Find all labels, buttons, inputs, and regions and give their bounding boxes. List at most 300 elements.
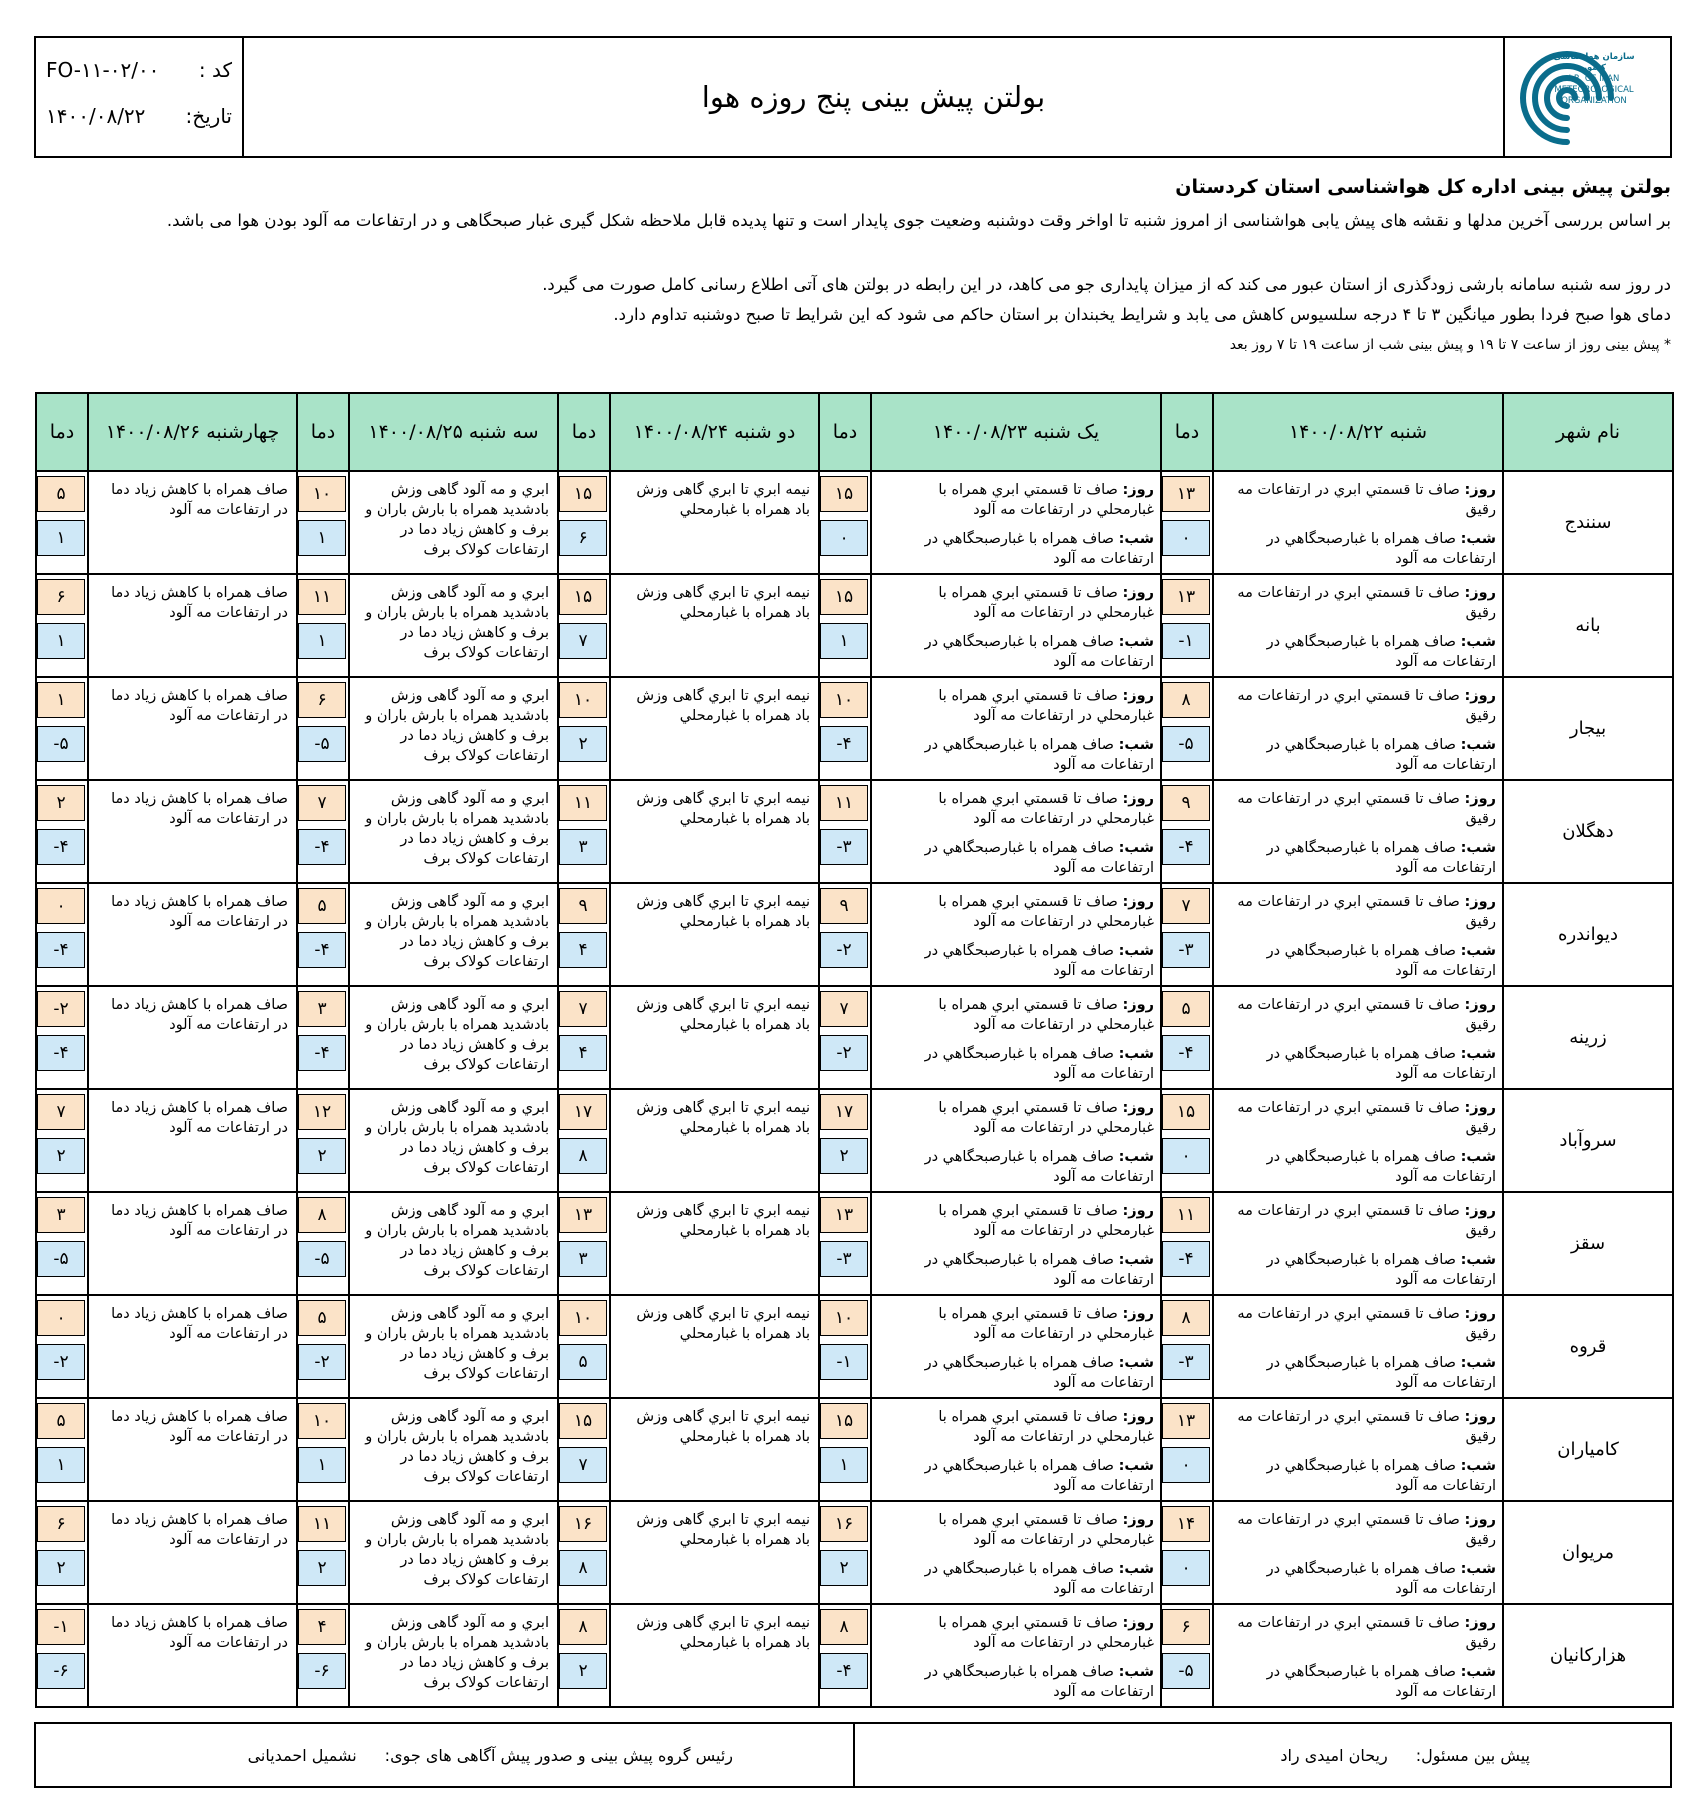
temp-cell xyxy=(558,1501,610,1604)
forecast-cell xyxy=(88,986,297,1089)
max-temp: ۱۳ xyxy=(1162,476,1210,512)
forecast-cell xyxy=(1213,1295,1503,1398)
forecast-cell xyxy=(871,1192,1161,1295)
max-temp: ۱۱ xyxy=(298,1506,346,1542)
forecast-cell xyxy=(610,1398,819,1501)
table-row xyxy=(36,1604,1673,1707)
forecast-text: نيمه ابري تا ابري گاهی وزش باد همراه با غبارمحلي xyxy=(636,482,810,518)
forecast-cell xyxy=(349,986,558,1089)
max-temp: ۳ xyxy=(37,1197,85,1233)
max-temp: ۵ xyxy=(1162,991,1210,1027)
forecast-cell xyxy=(1213,1089,1503,1192)
temp-cell xyxy=(819,471,871,574)
temp-cell xyxy=(1161,1295,1213,1398)
city-name: بانه xyxy=(1503,574,1673,677)
max-temp: ۹ xyxy=(1162,785,1210,821)
min-temp: ۴- xyxy=(1162,829,1210,865)
forecast-cell xyxy=(88,677,297,780)
max-temp: ۱۰ xyxy=(820,682,868,718)
day-label: روز: xyxy=(1464,894,1496,910)
city-name: بیجار xyxy=(1503,677,1673,780)
forecast-text: صاف همراه با کاهش زیاد دما در ارتفاعات مه آلود xyxy=(111,997,288,1033)
temp-cell xyxy=(1161,677,1213,780)
max-temp: ۱۰ xyxy=(559,1300,607,1336)
max-temp: ۱۰ xyxy=(820,1300,868,1336)
forecast-cell xyxy=(610,1604,819,1707)
max-temp: ۱- xyxy=(37,1609,85,1645)
city-name: دیواندره xyxy=(1503,883,1673,986)
temp-cell xyxy=(36,1501,88,1604)
code-row xyxy=(46,50,232,90)
temp-cell xyxy=(297,1604,349,1707)
temp-cell xyxy=(819,677,871,780)
forecast-text: صاف همراه با کاهش زیاد دما در ارتفاعات مه آلود xyxy=(111,585,288,621)
forecast-cell xyxy=(871,1604,1161,1707)
temp-header: دما xyxy=(558,393,610,471)
temp-cell xyxy=(36,780,88,883)
max-temp: ۱۳ xyxy=(820,1197,868,1233)
night-forecast: صاف همراه با غبارصبحگاهي در ارتفاعات مه آلود xyxy=(924,1561,1154,1597)
forecast-text: نيمه ابري تا ابري گاهی وزش باد همراه با غبارمحلي xyxy=(636,894,810,930)
max-temp: ۱۱ xyxy=(1162,1197,1210,1233)
temp-cell xyxy=(819,574,871,677)
forecast-cell xyxy=(871,986,1161,1089)
night-label: شب: xyxy=(1460,1664,1496,1680)
forecast-cell xyxy=(1213,1604,1503,1707)
forecast-cell xyxy=(88,780,297,883)
forecast-cell xyxy=(349,574,558,677)
forecast-text: نيمه ابري تا ابري گاهی وزش باد همراه با غبارمحلي xyxy=(636,1615,810,1651)
day-label: روز: xyxy=(1464,1100,1496,1116)
night-label: شب: xyxy=(1118,634,1154,650)
night-forecast: صاف همراه با غبارصبحگاهي در ارتفاعات مه آلود xyxy=(924,1149,1154,1185)
night-label: شب: xyxy=(1460,1046,1496,1062)
temp-cell xyxy=(819,1192,871,1295)
intro-section xyxy=(40,172,1671,360)
forecast-text: نيمه ابري تا ابري گاهی وزش باد همراه با غبارمحلي xyxy=(636,585,810,621)
temp-cell xyxy=(297,1295,349,1398)
temp-cell xyxy=(1161,1089,1213,1192)
bulletin-header xyxy=(34,36,1672,158)
min-temp: ۳ xyxy=(559,1241,607,1277)
night-label: شب: xyxy=(1118,531,1154,547)
table-row xyxy=(36,986,1673,1089)
day-header-2: یک شنبه ۱۴۰۰/۰۸/۲۳ xyxy=(871,393,1161,471)
temp-cell xyxy=(297,883,349,986)
max-temp: ۱۳ xyxy=(1162,1403,1210,1439)
max-temp: ۵ xyxy=(37,1403,85,1439)
min-temp: ۴- xyxy=(298,829,346,865)
city-name: کامیاران xyxy=(1503,1398,1673,1501)
temp-cell xyxy=(1161,1398,1213,1501)
intro-paragraph-2: در روز سه شنبه سامانه بارشی زودگذری از استان عبور می کند که از میزان پایداری جو می کاهد، در این رابطه در بولتن های آتی اطلاع رسانی کامل صورت می گیرد. xyxy=(542,275,1671,294)
forecast-cell xyxy=(1213,883,1503,986)
min-temp: ۴- xyxy=(37,932,85,968)
forecast-text: ابري و مه آلود گاهی وزش بادشدید همراه با بارش باران و برف و کاهش زیاد دما در ارتفاعات کولاک برف xyxy=(365,1100,549,1176)
night-forecast: صاف همراه با غبارصبحگاهي در ارتفاعات مه آلود xyxy=(1266,1252,1496,1288)
forecast-cell xyxy=(88,574,297,677)
forecast-text: نيمه ابري تا ابري گاهی وزش باد همراه با غبارمحلي xyxy=(636,688,810,724)
day-forecast: صاف تا قسمتي ابري در ارتفاعات مه رقيق xyxy=(1237,1203,1496,1239)
night-label: شب: xyxy=(1118,1046,1154,1062)
temp-cell xyxy=(36,1398,88,1501)
night-label: شب: xyxy=(1118,840,1154,856)
max-temp: ۱۰ xyxy=(298,476,346,512)
night-forecast: صاف همراه با غبارصبحگاهي در ارتفاعات مه آلود xyxy=(924,1252,1154,1288)
max-temp: ۱۱ xyxy=(298,579,346,615)
temp-cell xyxy=(558,1398,610,1501)
max-temp: ۵ xyxy=(298,1300,346,1336)
day-label: روز: xyxy=(1122,997,1154,1013)
night-forecast: صاف همراه با غبارصبحگاهي در ارتفاعات مه آلود xyxy=(924,943,1154,979)
day-label: روز: xyxy=(1464,997,1496,1013)
day-label: روز: xyxy=(1122,482,1154,498)
temp-cell xyxy=(819,780,871,883)
night-forecast: صاف همراه با غبارصبحگاهي در ارتفاعات مه آلود xyxy=(1266,1355,1496,1391)
night-label: شب: xyxy=(1118,737,1154,753)
min-temp: ۲ xyxy=(298,1550,346,1586)
forecast-cell xyxy=(871,574,1161,677)
night-forecast: صاف همراه با غبارصبحگاهي در ارتفاعات مه آلود xyxy=(924,531,1154,567)
night-forecast: صاف همراه با غبارصبحگاهي در ارتفاعات مه آلود xyxy=(924,840,1154,876)
min-temp: ۰ xyxy=(820,520,868,556)
table-header-row xyxy=(36,393,1673,471)
forecast-cell xyxy=(1213,986,1503,1089)
forecast-cell xyxy=(349,471,558,574)
forecast-table xyxy=(35,392,1674,1708)
intro-paragraph-1: بر اساس بررسی آخرین مدلها و نقشه های پیش یابی هواشناسی از امروز شنبه تا اواخر وقت دوشنبه وضعیت جوی پایدار است و تنها پدیده قابل ملاحظه شکل گیری غبار صبحگاهی و در ارتفاعات مه آلود بودن هوا می باشد. xyxy=(166,211,1671,230)
day-label: روز: xyxy=(1122,791,1154,807)
day-forecast: صاف تا قسمتي ابري در ارتفاعات مه رقيق xyxy=(1237,1512,1496,1548)
min-temp: ۲ xyxy=(37,1138,85,1174)
max-temp: ۱۶ xyxy=(820,1506,868,1542)
temp-header: دما xyxy=(1161,393,1213,471)
min-temp: ۶ xyxy=(559,520,607,556)
temp-cell xyxy=(297,1501,349,1604)
temp-cell xyxy=(36,1192,88,1295)
max-temp: ۵ xyxy=(37,476,85,512)
max-temp: ۱۱ xyxy=(559,785,607,821)
temp-cell xyxy=(297,986,349,1089)
max-temp: ۸ xyxy=(298,1197,346,1233)
min-temp: ۰ xyxy=(1162,1138,1210,1174)
max-temp: ۱۰ xyxy=(298,1403,346,1439)
temp-cell xyxy=(819,1089,871,1192)
forecast-cell xyxy=(88,883,297,986)
forecast-text: ابري و مه آلود گاهی وزش بادشدید همراه با بارش باران و برف و کاهش زیاد دما در ارتفاعات کولاک برف xyxy=(365,1615,549,1691)
max-temp: ۸ xyxy=(559,1609,607,1645)
temp-cell xyxy=(558,1089,610,1192)
min-temp: ۲ xyxy=(559,726,607,762)
day-label: روز: xyxy=(1122,1203,1154,1219)
forecast-text: صاف همراه با کاهش زیاد دما در ارتفاعات مه آلود xyxy=(111,1512,288,1548)
forecast-text: صاف همراه با کاهش زیاد دما در ارتفاعات مه آلود xyxy=(111,688,288,724)
day-forecast: صاف تا قسمتي ابري همراه با غبارمحلي در ارتفاعات مه آلود xyxy=(938,1512,1154,1548)
night-forecast: صاف همراه با غبارصبحگاهي در ارتفاعات مه آلود xyxy=(924,1664,1154,1700)
day-forecast: صاف تا قسمتي ابري در ارتفاعات مه رقيق xyxy=(1237,482,1496,518)
min-temp: ۴- xyxy=(1162,1241,1210,1277)
temp-cell xyxy=(36,677,88,780)
day-forecast: صاف تا قسمتي ابري همراه با غبارمحلي در ارتفاعات مه آلود xyxy=(938,1306,1154,1342)
min-temp: ۳- xyxy=(820,829,868,865)
temp-cell xyxy=(819,883,871,986)
day-forecast: صاف تا قسمتي ابري همراه با غبارمحلي در ارتفاعات مه آلود xyxy=(938,482,1154,518)
forecast-cell xyxy=(610,883,819,986)
city-name: سروآباد xyxy=(1503,1089,1673,1192)
max-temp: ۷ xyxy=(37,1094,85,1130)
night-forecast: صاف همراه با غبارصبحگاهي در ارتفاعات مه آلود xyxy=(1266,531,1496,567)
temp-cell xyxy=(297,1089,349,1192)
night-label: شب: xyxy=(1118,1664,1154,1680)
signature-footer xyxy=(34,1722,1672,1788)
day-header-3: دو شنبه ۱۴۰۰/۰۸/۲۴ xyxy=(610,393,819,471)
forecast-cell xyxy=(871,1295,1161,1398)
night-forecast: صاف همراه با غبارصبحگاهي در ارتفاعات مه آلود xyxy=(1266,1149,1496,1185)
min-temp: ۳- xyxy=(820,1241,868,1277)
max-temp: ۱۳ xyxy=(1162,579,1210,615)
day-label: روز: xyxy=(1122,1512,1154,1528)
min-temp: ۲- xyxy=(37,1344,85,1380)
temp-cell xyxy=(819,1501,871,1604)
day-label: روز: xyxy=(1122,688,1154,704)
max-temp: ۱۱ xyxy=(820,785,868,821)
day-label: روز: xyxy=(1464,1409,1496,1425)
city-name: هزارکانیان xyxy=(1503,1604,1673,1707)
day-label: روز: xyxy=(1464,1306,1496,1322)
forecast-cell xyxy=(349,1398,558,1501)
forecast-cell xyxy=(610,471,819,574)
min-temp: ۱ xyxy=(37,1447,85,1483)
temp-header: دما xyxy=(297,393,349,471)
max-temp: ۱۵ xyxy=(820,1403,868,1439)
day-forecast: صاف تا قسمتي ابري همراه با غبارمحلي در ارتفاعات مه آلود xyxy=(938,1409,1154,1445)
city-name: دهگلان xyxy=(1503,780,1673,883)
forecast-cell xyxy=(1213,1501,1503,1604)
forecast-text: صاف همراه با کاهش زیاد دما در ارتفاعات مه آلود xyxy=(111,791,288,827)
temp-cell xyxy=(558,574,610,677)
city-name: سقز xyxy=(1503,1192,1673,1295)
day-forecast: صاف تا قسمتي ابري در ارتفاعات مه رقيق xyxy=(1237,585,1496,621)
temp-cell xyxy=(36,1295,88,1398)
day-label: روز: xyxy=(1464,482,1496,498)
forecast-cell xyxy=(1213,1398,1503,1501)
night-forecast: صاف همراه با غبارصبحگاهي در ارتفاعات مه آلود xyxy=(924,1046,1154,1082)
min-temp: ۱ xyxy=(37,520,85,556)
max-temp: ۱۰ xyxy=(559,682,607,718)
day-label: روز: xyxy=(1122,585,1154,601)
max-temp: ۰ xyxy=(37,888,85,924)
forecast-cell xyxy=(1213,677,1503,780)
min-temp: ۲ xyxy=(298,1138,346,1174)
day-forecast: صاف تا قسمتي ابري در ارتفاعات مه رقيق xyxy=(1237,894,1496,930)
forecast-text: صاف همراه با کاهش زیاد دما در ارتفاعات مه آلود xyxy=(111,1203,288,1239)
code-value: FO-۱۱-۰۲/۰۰ xyxy=(46,58,160,82)
day-label: روز: xyxy=(1464,585,1496,601)
day-forecast: صاف تا قسمتي ابري در ارتفاعات مه رقيق xyxy=(1237,1306,1496,1342)
max-temp: ۷ xyxy=(559,991,607,1027)
max-temp: ۳ xyxy=(298,991,346,1027)
city-header: نام شهر xyxy=(1503,393,1673,471)
temp-cell xyxy=(819,1398,871,1501)
forecast-text: نيمه ابري تا ابري گاهی وزش باد همراه با غبارمحلي xyxy=(636,1512,810,1548)
min-temp: ۲ xyxy=(820,1138,868,1174)
night-forecast: صاف همراه با غبارصبحگاهي در ارتفاعات مه آلود xyxy=(924,1458,1154,1494)
night-label: شب: xyxy=(1460,1561,1496,1577)
temp-cell xyxy=(1161,1192,1213,1295)
temp-cell xyxy=(36,471,88,574)
org-title: بولتن پیش بینی اداره کل هواشناسی استان کردستان xyxy=(1175,176,1671,198)
night-label: شب: xyxy=(1118,1355,1154,1371)
max-temp: ۶ xyxy=(298,682,346,718)
forecast-cell xyxy=(610,574,819,677)
temp-cell xyxy=(558,677,610,780)
night-forecast: صاف همراه با غبارصبحگاهي در ارتفاعات مه آلود xyxy=(1266,1046,1496,1082)
max-temp: ۷ xyxy=(1162,888,1210,924)
min-temp: ۸ xyxy=(559,1550,607,1586)
forecast-cell xyxy=(88,1604,297,1707)
forecast-cell xyxy=(610,677,819,780)
forecaster-name: ریحان امیدی راد xyxy=(1280,1745,1388,1765)
min-temp: ۴- xyxy=(298,1035,346,1071)
temp-cell xyxy=(558,780,610,883)
date-label: تاریخ: xyxy=(185,104,232,128)
forecast-text: ابري و مه آلود گاهی وزش بادشدید همراه با بارش باران و برف و کاهش زیاد دما در ارتفاعات کولاک برف xyxy=(365,894,549,970)
night-label: شب: xyxy=(1460,943,1496,959)
forecast-cell xyxy=(610,1192,819,1295)
temp-cell xyxy=(558,1604,610,1707)
group-head-label: رئیس گروه پیش بینی و صدور پیش آگاهی های جوی: xyxy=(384,1745,733,1765)
forecast-text: ابري و مه آلود گاهی وزش بادشدید همراه با بارش باران و برف و کاهش زیاد دما در ارتفاعات کولاک برف xyxy=(365,997,549,1073)
forecast-hours-note: * پیش بینی روز از ساعت ۷ تا ۱۹ و پیش بینی شب از ساعت ۱۹ تا ۷ روز بعد xyxy=(1229,337,1671,353)
max-temp: ۱۲ xyxy=(298,1094,346,1130)
min-temp: ۵- xyxy=(298,726,346,762)
temp-cell xyxy=(297,780,349,883)
forecast-cell xyxy=(1213,780,1503,883)
forecast-cell xyxy=(349,883,558,986)
temp-cell xyxy=(1161,471,1213,574)
logo-cell xyxy=(1503,38,1670,156)
date-value: ۱۴۰۰/۰۸/۲۲ xyxy=(46,104,146,128)
min-temp: ۱ xyxy=(37,623,85,659)
min-temp: ۲- xyxy=(298,1344,346,1380)
min-temp: ۰ xyxy=(1162,1550,1210,1586)
max-temp: ۱۶ xyxy=(559,1506,607,1542)
night-forecast: صاف همراه با غبارصبحگاهي در ارتفاعات مه آلود xyxy=(1266,1561,1496,1597)
forecast-cell xyxy=(871,1398,1161,1501)
date-row xyxy=(46,96,232,136)
forecast-text: ابري و مه آلود گاهی وزش بادشدید همراه با بارش باران و برف و کاهش زیاد دما در ارتفاعات کولاک برف xyxy=(365,688,549,764)
table-row xyxy=(36,1398,1673,1501)
min-temp: ۴- xyxy=(820,726,868,762)
forecast-text: صاف همراه با کاهش زیاد دما در ارتفاعات مه آلود xyxy=(111,894,288,930)
min-temp: ۷ xyxy=(559,1447,607,1483)
min-temp: ۱ xyxy=(298,520,346,556)
max-temp: ۱ xyxy=(37,682,85,718)
temp-cell xyxy=(558,1295,610,1398)
forecast-text: نيمه ابري تا ابري گاهی وزش باد همراه با غبارمحلي xyxy=(636,791,810,827)
forecast-cell xyxy=(88,1398,297,1501)
forecast-cell xyxy=(871,883,1161,986)
day-label: روز: xyxy=(1464,1615,1496,1631)
night-forecast: صاف همراه با غبارصبحگاهي در ارتفاعات مه آلود xyxy=(1266,737,1496,773)
min-temp: ۳- xyxy=(1162,932,1210,968)
max-temp: ۱۳ xyxy=(559,1197,607,1233)
max-temp: ۱۵ xyxy=(1162,1094,1210,1130)
max-temp: ۸ xyxy=(1162,1300,1210,1336)
night-label: شب: xyxy=(1118,1561,1154,1577)
max-temp: ۶ xyxy=(1162,1609,1210,1645)
max-temp: ۲ xyxy=(37,785,85,821)
day-forecast: صاف تا قسمتي ابري همراه با غبارمحلي در ارتفاعات مه آلود xyxy=(938,894,1154,930)
max-temp: ۹ xyxy=(820,888,868,924)
min-temp: ۱ xyxy=(820,623,868,659)
night-label: شب: xyxy=(1118,1458,1154,1474)
max-temp: ۱۵ xyxy=(559,579,607,615)
max-temp: ۰ xyxy=(37,1300,85,1336)
table-row xyxy=(36,1192,1673,1295)
min-temp: ۱ xyxy=(298,623,346,659)
day-forecast: صاف تا قسمتي ابري در ارتفاعات مه رقيق xyxy=(1237,688,1496,724)
forecaster-label: پیش بین مسئول: xyxy=(1415,1745,1530,1765)
forecast-text: نيمه ابري تا ابري گاهی وزش باد همراه با غبارمحلي xyxy=(636,1100,810,1136)
day-label: روز: xyxy=(1464,1203,1496,1219)
temp-cell xyxy=(1161,1604,1213,1707)
min-temp: ۵- xyxy=(37,1241,85,1277)
forecast-cell xyxy=(349,1089,558,1192)
forecast-text: ابري و مه آلود گاهی وزش بادشدید همراه با بارش باران و برف و کاهش زیاد دما در ارتفاعات کولاک برف xyxy=(365,1512,549,1588)
min-temp: ۴- xyxy=(37,829,85,865)
min-temp: ۴ xyxy=(559,932,607,968)
min-temp: ۲ xyxy=(559,1653,607,1689)
night-label: شب: xyxy=(1460,531,1496,547)
min-temp: ۳- xyxy=(1162,1344,1210,1380)
day-label: روز: xyxy=(1464,791,1496,807)
city-name: سنندج xyxy=(1503,471,1673,574)
temp-cell xyxy=(1161,780,1213,883)
max-temp: ۱۴ xyxy=(1162,1506,1210,1542)
forecast-text: نيمه ابري تا ابري گاهی وزش باد همراه با غبارمحلي xyxy=(636,1306,810,1342)
temp-cell xyxy=(1161,574,1213,677)
night-label: شب: xyxy=(1118,1149,1154,1165)
day-forecast: صاف تا قسمتي ابري همراه با غبارمحلي در ارتفاعات مه آلود xyxy=(938,688,1154,724)
day-forecast: صاف تا قسمتي ابري همراه با غبارمحلي در ارتفاعات مه آلود xyxy=(938,791,1154,827)
night-label: شب: xyxy=(1460,634,1496,650)
table-row xyxy=(36,1501,1673,1604)
code-label: کد : xyxy=(198,58,232,82)
day-label: روز: xyxy=(1122,1306,1154,1322)
min-temp: ۱- xyxy=(820,1344,868,1380)
forecast-text: صاف همراه با کاهش زیاد دما در ارتفاعات مه آلود xyxy=(111,1100,288,1136)
max-temp: ۵ xyxy=(298,888,346,924)
max-temp: ۱۷ xyxy=(559,1094,607,1130)
min-temp: ۰ xyxy=(1162,1447,1210,1483)
forecast-cell xyxy=(871,1501,1161,1604)
temp-cell xyxy=(819,1295,871,1398)
day-label: روز: xyxy=(1122,1615,1154,1631)
day-label: روز: xyxy=(1122,894,1154,910)
forecast-cell xyxy=(88,1192,297,1295)
forecast-text: ابري و مه آلود گاهی وزش بادشدید همراه با بارش باران و برف و کاهش زیاد دما در ارتفاعات کولاک برف xyxy=(365,482,549,558)
night-label: شب: xyxy=(1460,1458,1496,1474)
temp-cell xyxy=(558,986,610,1089)
min-temp: ۲ xyxy=(820,1550,868,1586)
max-temp: ۲- xyxy=(37,991,85,1027)
day-label: روز: xyxy=(1464,688,1496,704)
day-forecast: صاف تا قسمتي ابري در ارتفاعات مه رقيق xyxy=(1237,791,1496,827)
forecast-text: صاف همراه با کاهش زیاد دما در ارتفاعات مه آلود xyxy=(111,1306,288,1342)
table-row xyxy=(36,677,1673,780)
temp-cell xyxy=(819,986,871,1089)
